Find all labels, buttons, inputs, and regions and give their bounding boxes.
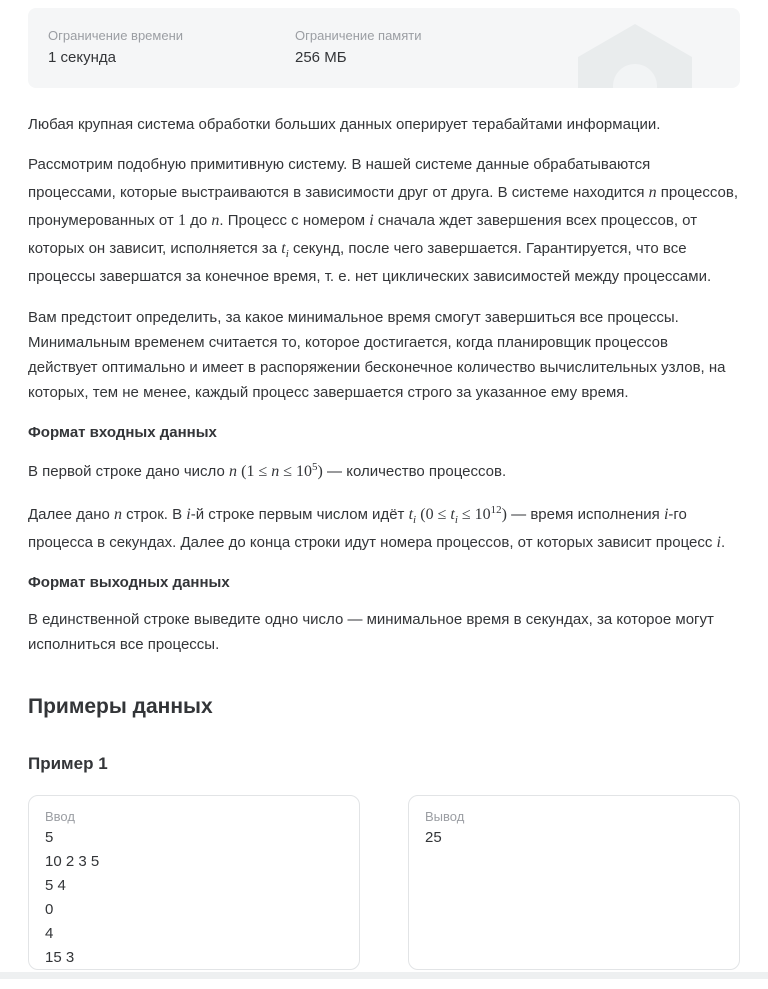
problem-statement: [28, 112, 740, 970]
code-line: 4: [45, 925, 54, 942]
input-format-paragraph: Далее дано n строк. В i-й строке первым числом идёт $t_i$ $(0 \le t_i \le 10^{12})$ — время исполнения i-го процесса в секундах. Далее до конца строки идут номера процессов, от которых зависит процесс i.: [28, 504, 726, 551]
code-line: 15 3: [45, 949, 75, 966]
time-limit-block: [48, 27, 295, 69]
contest-logo-watermark-icon: [578, 24, 692, 88]
sample-input-box: [28, 795, 360, 970]
time-limit-label: Ограничение времени: [48, 28, 184, 43]
statement-paragraph: Любая крупная система обработки больших данных оперирует терабайтами информации.: [28, 116, 661, 133]
statement-paragraph: Вам предстоит определить, за какое минимальное время смогут завершиться все процессы. Минимальным временем считается то, которое достигается, когда планировщик процессов действует оптимально и имеет в распоряжении бесконечное количество вычислительных узлов, на которых, тем не менее, каждый процесс завершается строго за указанное ему время.: [28, 309, 726, 401]
memory-limit-label: Ограничение памяти: [295, 28, 422, 43]
sample-output-box: [408, 795, 740, 970]
statement-paragraph: Рассмотрим подобную примитивную систему. В нашей системе данные обрабатываются процессами, которые выстраиваются в зависимости друг от друга. В системе находится n процессов, пронумерованных от 1 до n. Процесс с номером i сначала ждет завершения всех процессов, от которых он зависит, исполняется за $t_i$ секунд, после чего завершается. Гарантируется, что все процессы завершатся за конечное время, т. е. нет циклических зависимостей между процессами.: [28, 156, 739, 285]
code-line: 5: [45, 829, 54, 846]
sample-input-content: [45, 826, 343, 970]
code-line: 5 4: [45, 877, 66, 894]
output-format-paragraph: В единственной строке выведите одно число — минимальное время в секундах, за которое могут исполниться все процессы.: [28, 611, 714, 653]
time-limit-value: 1 секунда: [48, 49, 116, 66]
example-1-samples: [28, 795, 740, 970]
memory-limit-value: 256 МБ: [295, 49, 347, 66]
watermark-hole-icon: [613, 64, 657, 88]
output-format-heading: Формат выходных данных: [28, 574, 230, 591]
code-line: 25: [425, 829, 442, 846]
code-line: 0: [45, 901, 54, 918]
input-format-heading: Формат входных данных: [28, 424, 217, 441]
memory-limit-block: [295, 27, 542, 69]
page-bottom-strip: [0, 972, 768, 979]
sample-output-content: [425, 826, 723, 850]
sample-input-label: Ввод: [45, 809, 75, 824]
code-line: 10 2 3 5: [45, 853, 100, 870]
sample-output-label: Вывод: [425, 809, 465, 824]
example-1-heading: Пример 1: [28, 754, 108, 773]
examples-heading: Примеры данных: [28, 695, 213, 718]
input-format-paragraph: В первой строке дано число n $(1 \le n \le 10^5)$ — количество процессов.: [28, 461, 507, 480]
limits-card: [28, 8, 740, 88]
